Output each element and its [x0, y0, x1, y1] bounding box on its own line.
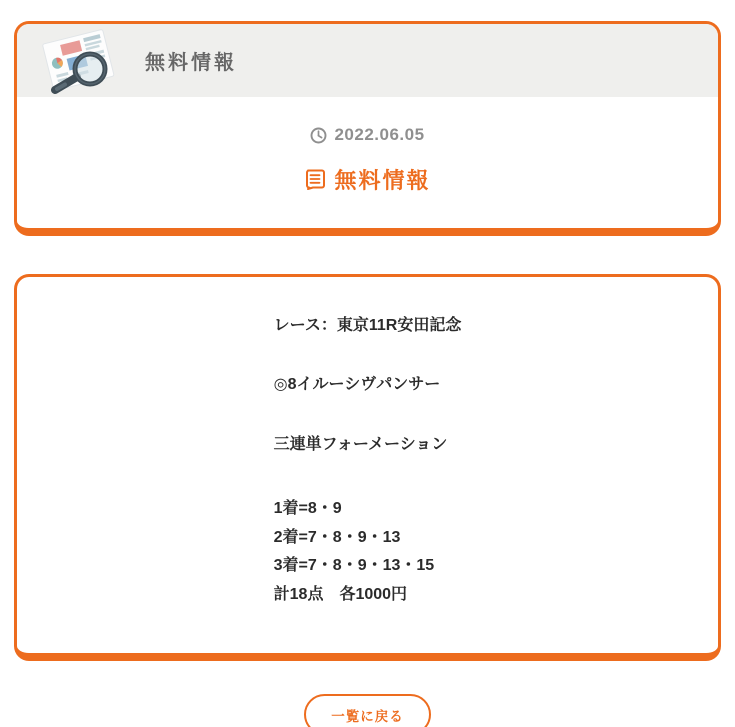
post-date — [310, 125, 424, 145]
formation-line-3: 3着=7・8・9・13・15 — [273, 557, 435, 574]
pick-line: ◎8イルーシヴパンサー — [273, 376, 441, 393]
footer — [0, 694, 735, 727]
clock-icon — [310, 127, 327, 144]
free-info-card — [14, 21, 721, 236]
formation-line-2: 2着=7・8・9・13 — [273, 528, 401, 546]
entry-title — [17, 164, 718, 195]
race-detail-content — [274, 312, 462, 610]
entry-title-text: 無料情報 — [334, 167, 431, 193]
document-icon — [304, 168, 326, 190]
post-date-text: 2022.06.05 — [334, 125, 425, 144]
formation-total-line: 計18点 各1000円 — [273, 585, 408, 603]
card-body — [17, 97, 718, 228]
formation-line-1: 1着=8・9 — [273, 500, 342, 517]
bet-type-line: 三連単フォーメーション — [273, 435, 448, 453]
page-title: 無料情報 — [145, 52, 237, 74]
race-detail-card — [14, 274, 721, 662]
race-name-line: レース：東京11R安田記念 — [273, 316, 462, 334]
back-to-list-button[interactable]: 一覧に戻る — [304, 694, 431, 727]
card-header — [17, 24, 718, 97]
magnifier-documents-icon — [35, 27, 123, 95]
